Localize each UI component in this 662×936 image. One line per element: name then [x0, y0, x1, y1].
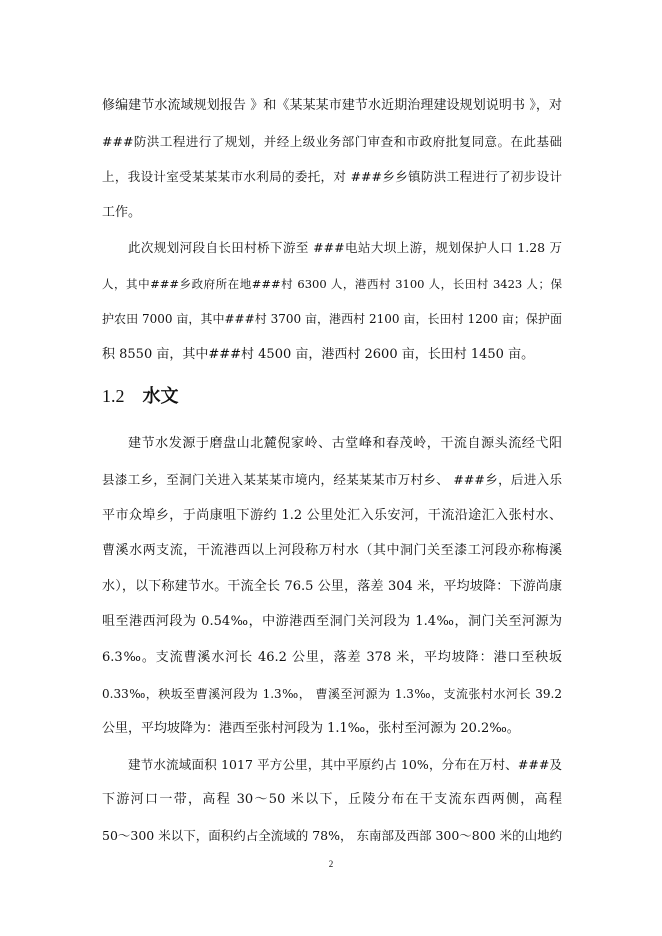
paragraph-line: 0.33‰，秧坂至曹溪河段为 1.3‰， 曹溪至河源为 1.3‰，支流张村水河长 39.2 [102, 687, 562, 701]
paragraph-line: 6.3‰。支流曹溪水河长 46.2 公里，落差 378 米，平均坡降：港口至秧坂 [102, 650, 562, 665]
paragraph-line: 公里，平均坡降为：港西至张村河段为 1.1‰，张村至河源为 20.2‰。 [102, 721, 520, 736]
paragraph-line: 人，其中###乡政府所在地###村 6300 人，港西村 3100 人，长田村 3423 人；保 [102, 277, 562, 291]
page-number: 2 [328, 859, 334, 869]
paragraph-line: 建节水流域面积 1017 平方公里，其中平原约占 10%，分布在万村、###及 [128, 757, 562, 772]
paragraph-line: 平市众埠乡，于尚康咀下游约 1.2 公里处汇入乐安河，干流沿途汇入张村水、 [102, 508, 562, 523]
section-title: 水文 [142, 386, 179, 407]
paragraph-line: 积 8550 亩，其中###村 4500 亩，港西村 2600 亩，长田村 1450 亩。 [102, 347, 535, 362]
paragraph-line: 修编建节水流域规划报告 》和《某某某市建节水近期治理建设规划说明书 》，对 [102, 98, 562, 113]
paragraph-line: 曹溪水两支流，干流港西以上河段称万村水（其中洞门关至漆工河段亦称梅溪 [102, 543, 562, 558]
paragraph-line: 上，我设计室受某某某市水利局的委托，对 ###乡乡镇防洪工程进行了初步设计 [102, 169, 562, 184]
paragraph-line: 咀至港西河段为 0.54‰，中游港西至洞门关河段为 1.4‰，洞门关至河源为 [102, 614, 562, 629]
section-heading [102, 384, 179, 409]
paragraph-line: 下游河口一带，高程 30～50 米以下，丘陵分布在干支流东西两侧，高程 [102, 792, 562, 807]
section-number: 1.2 [102, 386, 125, 406]
paragraph-line: 县漆工乡，至洞门关进入某某某市境内，经某某某市万村乡、 ###乡，后进入乐 [102, 472, 562, 487]
paragraph-line: 工作。 [102, 205, 142, 220]
paragraph-line: 建节水发源于磨盘山北麓倪家岭、古堂峰和春茂岭，干流自源头流经弋阳 [128, 436, 562, 451]
paragraph-line: 50～300 米以下，面积约占全流域的 78%， 东南部及西部 300～800 米的山地约 [102, 828, 563, 843]
paragraph-line: 护农田 7000 亩，其中###村 3700 亩，港西村 2100 亩，长田村 1200 亩；保护面 [102, 312, 562, 326]
paragraph-line: ###防洪工程进行了规划，并经上级业务部门审查和市政府批复同意。在此基础 [102, 134, 562, 149]
paragraph-line: 此次规划河段自长田村桥下游至 ###电站大坝上游，规划保护人口 1.28 万 [128, 240, 562, 255]
paragraph-line: 水），以下称建节水。干流全长 76.5 公里，落差 304 米，平均坡降：下游尚康 [102, 579, 562, 594]
